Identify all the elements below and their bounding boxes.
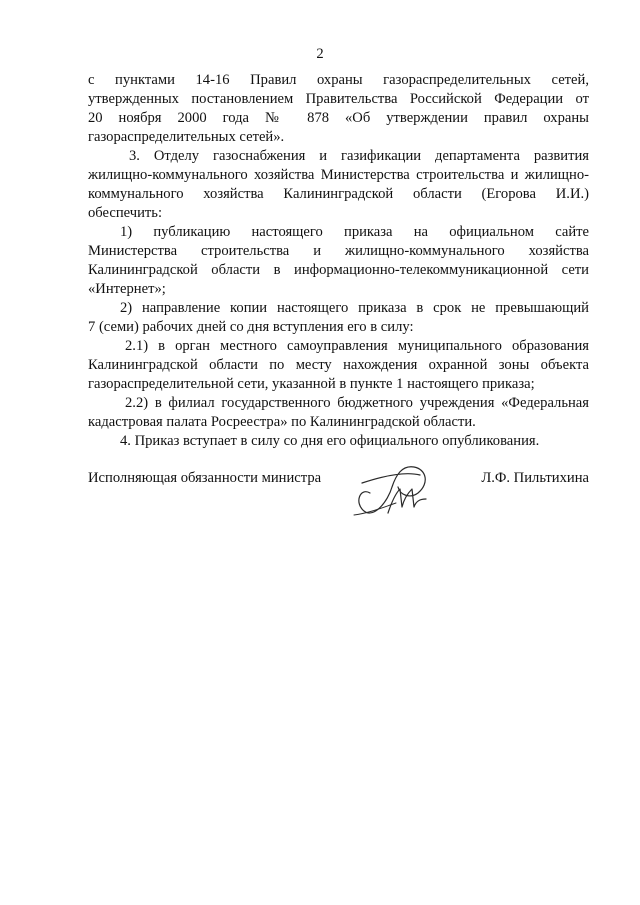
text-line: газораспределительных сетей». — [88, 129, 285, 145]
text-line: Калининградской области по месту нахождения охранной зоны объекта — [88, 357, 589, 373]
text-line: «Интернет»; — [88, 281, 166, 297]
text-line: 2) направление копии настоящего приказа в срок не превышающий — [120, 300, 589, 316]
text-line: 7 (семи) рабочих дней со дня вступления его в силу: — [88, 319, 414, 335]
text-line: жилищно-коммунального хозяйства Министерства строительства и жилищно- — [88, 167, 589, 183]
text-line: Министерства строительства и жилищно-коммунального хозяйства — [88, 243, 589, 259]
text-line: утвержденных постановлением Правительства Российской Федерации от — [88, 91, 589, 107]
text-line: 2.2) в филиал государственного бюджетного учреждения «Федеральная — [125, 395, 589, 411]
text-line: Калининградской области в информационно-телекоммуникационной сети — [88, 262, 589, 278]
text-line: коммунального хозяйства Калининградской области (Егорова И.И.) — [88, 186, 589, 202]
text-line: 3. Отделу газоснабжения и газификации департамента развития — [129, 148, 589, 164]
signatory-title: Исполняющая обязанности министра — [88, 470, 322, 486]
text-line: 1) публикацию настоящего приказа на официальном сайте — [120, 224, 589, 240]
text-line: газораспределительной сети, указанной в пункте 1 настоящего приказа; — [88, 376, 535, 392]
text-line: 4. Приказ вступает в силу со дня его официального опубликования. — [120, 433, 540, 449]
text-line: 2.1) в орган местного самоуправления муниципального образования — [125, 338, 589, 354]
text-line: 20 ноября 2000 года № 878 «Об утверждении правил охраны — [88, 110, 589, 126]
signatory-name: Л.Ф. Пильтихина — [481, 470, 589, 486]
page-number: 2 — [316, 46, 324, 62]
handwritten-signature-icon — [340, 453, 436, 523]
text-line: обеспечить: — [88, 205, 163, 221]
text-line: с пунктами 14-16 Правил охраны газораспределительных сетей, — [88, 72, 589, 88]
text-line: кадастровая палата Росреестра» по Калининградской области. — [88, 414, 476, 430]
